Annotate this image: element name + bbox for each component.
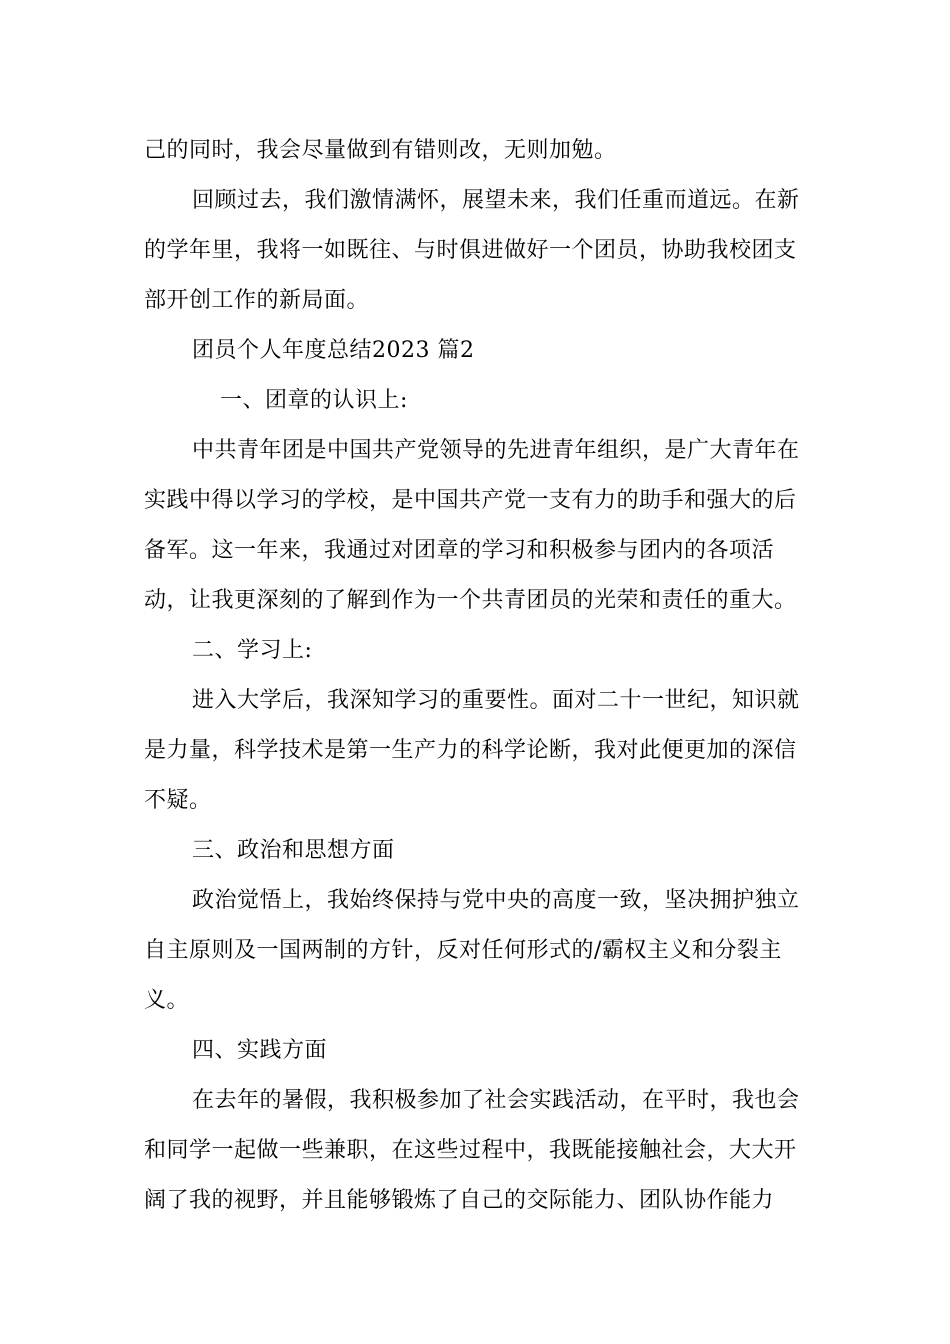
text-line: 和同学一起做一些兼职，在这些过程中，我既能接触社会，大大开 [144, 1138, 797, 1163]
text-line: 实践中得以学习的学校，是中国共产党一支有力的助手和强大的后 [144, 488, 797, 513]
text-line: 部开创工作的新局面。 [144, 288, 370, 313]
section-heading: 一、团章的认识上: [220, 388, 408, 413]
text-line: 进入大学后，我深知学习的重要性。面对二十一世纪，知识就 [192, 688, 800, 713]
text-line: 的学年里，我将一如既往、与时俱进做好一个团员，协助我校团支 [144, 238, 797, 263]
text-line: 义。 [144, 988, 190, 1013]
section-heading: 三、政治和思想方面 [192, 838, 395, 863]
text-line: 是力量，科学技术是第一生产力的科学论断，我对此便更加的深信 [144, 738, 797, 763]
text-line: 在去年的暑假，我积极参加了社会实践活动，在平时，我也会 [192, 1088, 800, 1113]
text-line: 政治觉悟上，我始终保持与党中央的高度一致，坚决拥护独立 [192, 888, 800, 913]
text-line: 动，让我更深刻的了解到作为一个共青团员的光荣和责任的重大。 [144, 588, 797, 613]
text-line: 己的同时，我会尽量做到有错则改，无则加勉。 [144, 138, 617, 163]
section-heading: 二、学习上: [192, 638, 313, 663]
text-line: 中共青年团是中国共产党领导的先进青年组织，是广大青年在 [192, 438, 800, 463]
text-line: 阔了我的视野，并且能够锻炼了自己的交际能力、团队协作能力 [144, 1188, 775, 1213]
text-line: 不疑。 [144, 788, 212, 813]
section-title: 团员个人年度总结2023 篇2 [192, 338, 475, 363]
text-line: 备军。这一年来，我通过对团章的学习和积极参与团内的各项活 [144, 538, 775, 563]
section-heading: 四、实践方面 [192, 1038, 328, 1063]
text-line: 回顾过去，我们激情满怀，展望未来，我们任重而道远。在新 [192, 188, 800, 213]
text-line: 自主原则及一国两制的方针，反对任何形式的/霸权主义和分裂主 [144, 938, 782, 963]
